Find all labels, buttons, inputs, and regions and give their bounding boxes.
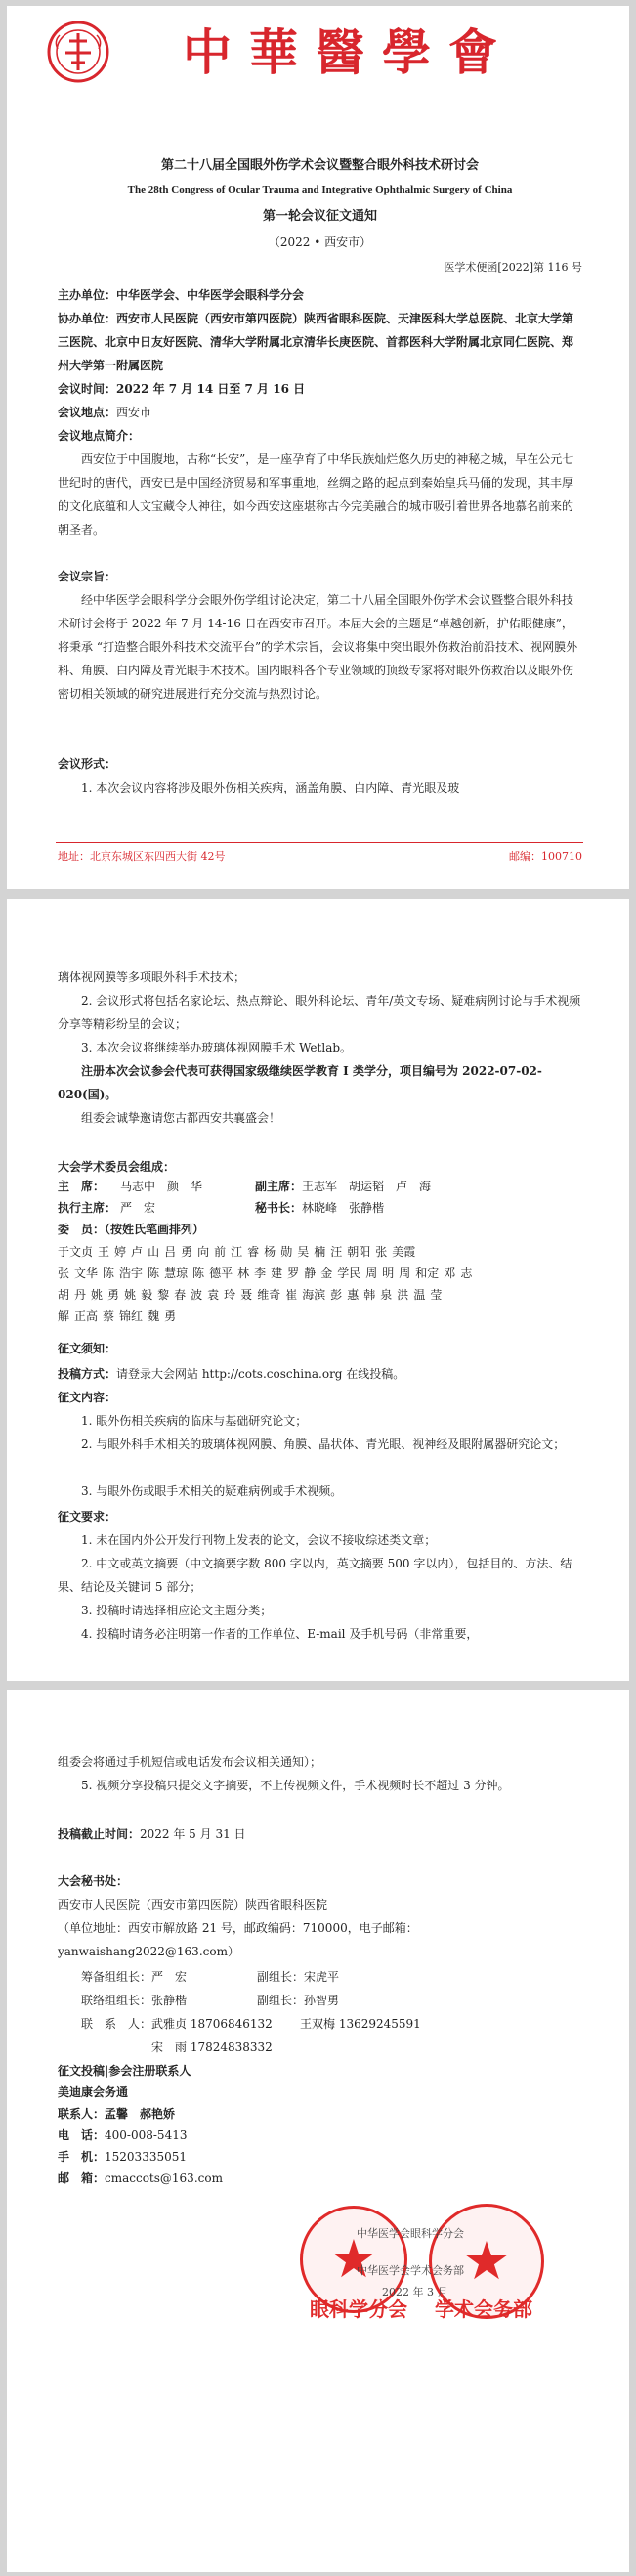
submit-method-label: 投稿方式： [58,1367,117,1381]
member-name: 蔡 [103,1309,115,1323]
member-name: 春 [174,1288,187,1302]
coorg-label: 协办单位： [58,312,117,325]
secretariat-org: 西安市人民医院（西安市第四医院）陕西省眼科医院 [58,1898,328,1911]
member-name: 于文贞 [58,1245,94,1259]
member-name: 和定 [415,1267,440,1280]
req-item-2: 2. 中文或英文摘要（中文摘要字数 800 字以内，英文摘要 500 字以内），包括目的、方法、结果、结论及关键词 5 部分； [58,1557,572,1594]
req-item-1: 1. 未在国内外公开发行刊物上发表的论文，会议不接收综述类文章； [81,1533,437,1547]
signature-date: 2022 年 3 月 [382,2286,448,2298]
member-name: 张 [58,1267,70,1280]
footer-postcode: 邮编：100710 [509,850,582,863]
contact-row [58,2012,582,2036]
prep-row [58,1965,582,1989]
committee-label: 大会学术委员会组成： [58,1160,176,1174]
member-name: 静 [304,1267,317,1280]
member-name: 楠 [314,1245,326,1259]
exec-row [58,1198,582,1218]
masthead-logotype: 中華醫學會 [183,23,515,81]
member-name: 向 [197,1245,210,1259]
member-name: 韩 [363,1288,376,1302]
member-name: 周 [365,1267,378,1280]
members-label: 委 员：（按姓氏笔画排列） [58,1223,205,1236]
member-name: 正高 [74,1309,99,1323]
member-name: 吴 [297,1245,310,1259]
member-name: 崔 [285,1288,298,1302]
format-cont: 璃体视网膜等多项眼外科手术技术； [58,970,246,984]
content-item-3: 3. 与眼外伤或眼手术相关的疑难病例或手术视频。 [81,1484,343,1498]
member-name: 锦红 [119,1309,144,1323]
contact-3: 宋 雨 17824838332 [151,2040,273,2054]
format-item-1: 1. 本次会议内容将涉及眼外伤相关疾病，涵盖角膜、白内障、青光眼及玻 [81,781,460,794]
member-name: 杨 [264,1245,276,1259]
purpose-label: 会议宗旨： [58,570,117,583]
chair-row [58,1177,582,1196]
time-label: 会议时间： [58,382,117,396]
doc-number: 医学术便函[2022]第 116 号 [444,261,582,274]
prep-value: 严 宏 [151,1970,188,1984]
member-name: 慧琼 [164,1267,189,1280]
registration-org: 美迪康会务通 [58,2085,129,2099]
member-name: 魏 [148,1309,160,1323]
liaison-vice-value: 孙智勇 [304,1994,340,2007]
cma-emblem-icon [46,20,110,84]
phone-row [58,2124,582,2147]
reg-person-value: 孟馨 郝艳娇 [105,2107,176,2121]
member-name: 山 [148,1245,160,1259]
document-page-3 [7,1690,629,2572]
member-name: 志 [460,1267,473,1280]
email-value: cmaccots@163.com [105,2171,223,2185]
member-name: 泉 [380,1288,393,1302]
member-name: 勇 [181,1245,193,1259]
signature-2: 中华医学会学术会务部 [357,2264,464,2277]
submit-method-text: 请登录大会网站 http://cots.coschina.org 在线投稿。 [116,1367,405,1381]
liaison-label: 联络组组长： [81,1994,152,2007]
document-page-2 [7,899,629,1681]
member-name: 美霞 [392,1245,416,1259]
prep-vice-label: 副组长： [257,1970,305,1984]
mobile-label: 手 机： [58,2150,106,2164]
coorg-value: 西安市人民医院（西安市第四医院）陕西省眼科医院、天津医科大学总医院、北京大学第三医院、北京中日友好医院、清华大学附属北京清华长庚医院、首都医科大学附属北京同仁医院、郑州大学第一附属医院 [58,312,574,372]
members-row [58,1263,585,1284]
member-name: 李 [254,1267,267,1280]
member-name: 张 [375,1245,388,1259]
format-item-3: 3. 本次会议将继续举办玻璃体视网膜手术 Wetlab。 [81,1041,353,1054]
deadline-label: 投稿截止时间： [58,1827,141,1841]
liaison-vice-label: 副组长： [257,1994,305,2007]
member-name: 海滨 [302,1288,326,1302]
seal-text-2: 学术会务部 [435,2297,532,2321]
member-name: 陈 [148,1267,160,1280]
member-name: 卢 [131,1245,144,1259]
vice-names: 王志军 胡运韬 卢 海 [302,1180,432,1193]
reg-person-label: 联系人： [58,2107,106,2121]
footer-address: 地址：北京东城区东四西大街 42号 [58,850,226,863]
member-name: 陈 [192,1267,205,1280]
host-row [58,283,582,307]
member-name: 吕 [164,1245,177,1259]
email-label: 邮 箱： [58,2171,106,2185]
members-row [58,1284,585,1306]
liaison-row [58,1989,582,2012]
signature-1: 中华医学会眼科学分会 [357,2227,464,2240]
member-name: 江 [231,1245,243,1259]
member-name: 勇 [107,1288,120,1302]
chair-label: 主 席： [58,1180,106,1193]
title-en: The 28th Congress of Ocular Trauma and Integrative Ophthalmic Surgery of China [127,184,513,195]
welcome-text: 组委会诚挚邀请您古都西安共襄盛会！ [81,1111,281,1125]
coorg-row [58,307,582,377]
intro-text: 西安位于中国腹地，古称“长安”，是一座孕育了中华民族灿烂悠久历史的神秘之城，早在公元七世纪时的唐代，西安已是中国经济贸易和军事重地，丝绸之路的起点到秦始皇兵马俑的发现，其丰厚的文化底蕴和人文宝藏令人神往，如今西安这座堪称古今完美融合的城市吸引着世界各地慕名前来的朝圣者。 [58,452,574,537]
req-item-5: 5. 视频分享投稿只提交文字摘要，不上传视频文件，手术视频时长不超过 3 分钟。 [81,1779,510,1792]
mobile-row [58,2145,582,2168]
member-name: 婷 [114,1245,127,1259]
member-name: 维奇 [257,1288,281,1302]
members-grid [58,1241,585,1327]
seal-star-icon: ★ [462,2230,511,2292]
member-name: 睿 [247,1245,260,1259]
req-cont: 组委会将通过手机短信或电话发布会议相关通知）； [58,1755,322,1769]
member-name: 解 [58,1309,70,1323]
member-name: 袁 [207,1288,220,1302]
member-name: 波 [191,1288,203,1302]
member-name: 学民 [337,1267,361,1280]
req-item-4: 4. 投稿时请务必注明第一作者的工作单位、E-mail 及手机号码（非常重要， [81,1627,479,1641]
seal-text-1: 眼科学分会 [310,2297,407,2321]
deadline-row [58,1823,582,1846]
member-name: 前 [214,1245,227,1259]
member-name: 温 [413,1288,426,1302]
member-name: 德平 [209,1267,233,1280]
member-name: 浩宇 [119,1267,144,1280]
member-name: 惠 [347,1288,360,1302]
submission-label: 征文须知： [58,1342,117,1355]
mobile-value: 15203335051 [105,2150,187,2164]
member-name: 黎 [157,1288,170,1302]
contact-1: 武雅贞 18706846132 [151,2017,273,2031]
member-name: 彭 [330,1288,343,1302]
contact-2: 王双梅 13629245591 [300,2017,421,2031]
place-value: 西安市 [116,406,152,419]
members-row [58,1241,585,1263]
sec-names: 林晓峰 张静楷 [302,1201,385,1215]
reg-person-row [58,2102,582,2125]
place-label: 会议地点： [58,406,117,419]
member-name: 明 [382,1267,395,1280]
members-row [58,1306,585,1327]
registration-label: 征文投稿|参会注册联系人 [58,2064,191,2078]
host-value: 中华医学会、中华医学会眼科学分会 [116,288,305,302]
member-name: 姚 [124,1288,137,1302]
format-item-2: 2. 会议形式将包括名家论坛、热点辩论、眼外科论坛、青年/英文专场、疑难病例讨论与手术视频分享等精彩纷呈的会议； [58,994,581,1031]
member-name: 玲 [224,1288,236,1302]
phone-value: 400-008-5413 [105,2128,188,2142]
date-place: （2022 • 西安市） [268,236,372,249]
title-cn: 第二十八届全国眼外伤学术会议暨整合眼外科技术研讨会 [160,158,479,173]
format-label: 会议形式： [58,757,117,771]
time-value: 2022 年 7 月 14 日至 7 月 16 日 [116,382,306,396]
place-row [58,401,582,424]
req-item-3: 3. 投稿时请选择相应论文主题分类； [81,1604,273,1617]
liaison-value: 张静楷 [151,1994,188,2007]
seal-star-icon: ★ [329,2228,378,2290]
member-name: 胡 [58,1288,70,1302]
member-name: 罗 [287,1267,300,1280]
footer-divider [56,842,583,843]
purpose-text: 经中华医学会眼科学分会眼外伤学组讨论决定，第二十八届全国眼外伤学术会议暨整合眼外科技术研讨会将于 2022 年 7 月 14-16 日在西安市召开。本届大会的主题是“卓越创新，护佑眼健康”，将秉承 “打造整合眼外科技术交流平台”的学术宗旨，会议将集中突出眼外伤救治前沿技术、视网膜外科、角膜、白内障及青光眼手术技术。国内眼科各个专业领域的顶级专家将对眼外伤救治以及眼外伤密切相关领域的研究进展进行充分交流与热烈讨论。 [58,593,578,701]
member-name: 金 [320,1267,333,1280]
time-row [58,377,582,401]
chair-names: 马志中 颜 华 [120,1180,203,1193]
content-label: 征文内容： [58,1391,117,1404]
member-name: 汪 [330,1245,343,1259]
secretariat-email: yanwaishang2022@163.com） [58,1945,239,1958]
vice-label: 副主席： [255,1180,303,1193]
prep-vice-value: 宋虎平 [304,1970,340,1984]
member-name: 朝阳 [347,1245,371,1259]
exec-label: 执行主席： [58,1201,117,1215]
subtitle: 第一轮会议征文通知 [262,209,377,224]
secretariat-label: 大会秘书处： [58,1874,129,1888]
contact-label: 联 系 人： [81,2017,152,2031]
member-name: 毅 [141,1288,153,1302]
sec-label: 秘书长： [255,1201,303,1215]
cme-credit: 注册本次会议参会代表可获得国家级继续医学教育 I 类学分，项目编号为 2022-07-02-020(国)。 [58,1064,542,1101]
member-name: 勋 [280,1245,293,1259]
member-name: 洪 [397,1288,409,1302]
phone-label: 电 话： [58,2128,106,2142]
prep-label: 筹备组组长： [81,1970,152,1984]
member-name: 陈 [103,1267,115,1280]
intro-label: 会议地点简介： [58,429,141,443]
member-name: 周 [399,1267,411,1280]
email-row [58,2167,582,2190]
secretariat-address: （单位地址：西安市解放路 21 号，邮政编码：710000，电子邮箱： [58,1921,418,1935]
member-name: 邓 [444,1267,456,1280]
content-item-1: 1. 眼外伤相关疾病的临床与基础研究论文； [81,1414,308,1428]
member-name: 姚 [91,1288,104,1302]
deadline-value: 2022 年 5 月 31 日 [140,1827,246,1841]
member-name: 聂 [240,1288,253,1302]
content-item-2: 2. 与眼外科手术相关的玻璃体视网膜、角膜、晶状体、青光眼、视神经及眼附属器研究论文； [81,1438,566,1451]
exec-names: 严 宏 [120,1201,156,1215]
member-name: 王 [98,1245,110,1259]
member-name: 勇 [164,1309,177,1323]
member-name: 林 [237,1267,250,1280]
member-name: 丹 [74,1288,87,1302]
document-page-1 [7,6,629,889]
submit-method-row [58,1362,582,1386]
member-name: 文华 [74,1267,99,1280]
member-name: 建 [271,1267,283,1280]
member-name: 莹 [430,1288,443,1302]
host-label: 主办单位： [58,288,117,302]
requirements-label: 征文要求： [58,1510,117,1524]
